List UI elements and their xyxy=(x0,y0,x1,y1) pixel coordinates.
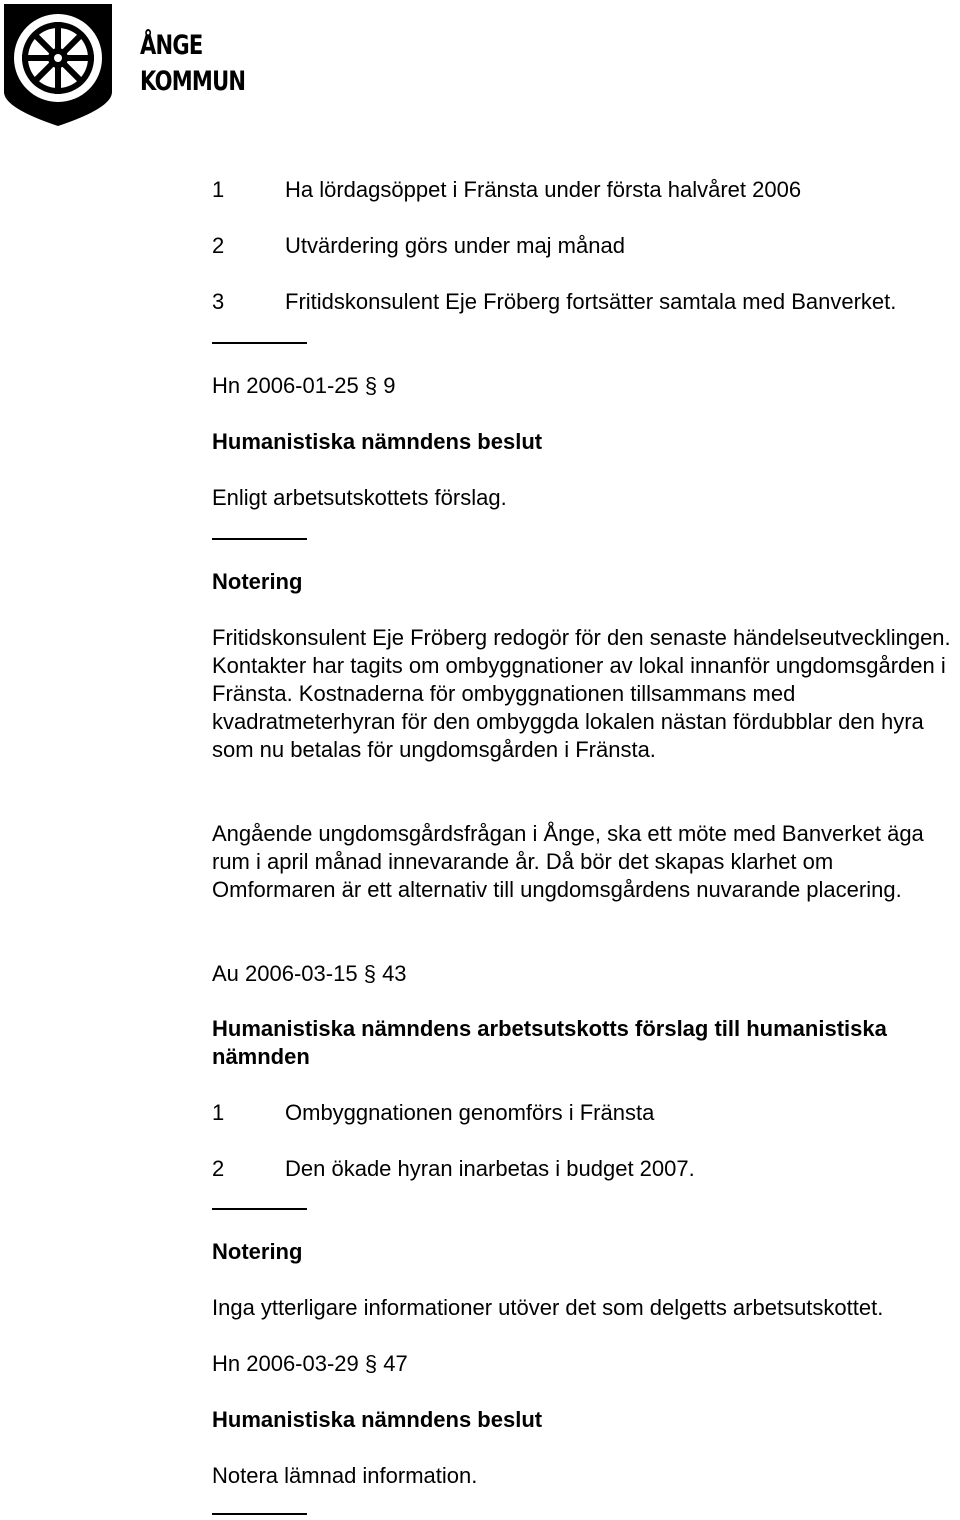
notering-heading: Notering xyxy=(212,1239,303,1264)
section-heading: Humanistiska nämndens arbetsutskotts förslag till humanistiska nämnden xyxy=(212,1016,887,1069)
section-heading: Humanistiska nämndens beslut xyxy=(212,429,543,454)
list-item xyxy=(212,288,896,316)
list-item xyxy=(212,1155,695,1183)
wheel-emblem-icon xyxy=(0,0,120,130)
list-number: 2 xyxy=(212,233,225,258)
reference-date: Hn 2006-03-29 xyxy=(212,1351,359,1376)
list-item xyxy=(212,232,625,260)
list-number: 1 xyxy=(212,177,225,202)
list-item xyxy=(212,176,801,204)
paragraph-reference xyxy=(212,372,396,400)
section-number: 43 xyxy=(382,961,407,986)
divider xyxy=(212,342,307,344)
list-text: Ha lördagsöppet i Fränsta under första halvåret 2006 xyxy=(285,177,802,202)
reference-date: Hn 2006-01-25 xyxy=(212,373,359,398)
list-number: 1 xyxy=(212,1100,225,1125)
list-text: Fritidskonsulent Eje Fröberg fortsätter samtala med Banverket. xyxy=(285,289,897,314)
logo-line-2: KOMMUN xyxy=(140,66,246,97)
list-text: Utvärdering görs under maj månad xyxy=(285,233,625,258)
kommun-name xyxy=(140,28,245,100)
list-text: Den ökade hyran inarbetas i budget 2007. xyxy=(285,1156,695,1181)
decision-text: Enligt arbetsutskottets förslag. xyxy=(212,485,507,510)
section-sign: § xyxy=(363,961,376,986)
section-number: 9 xyxy=(383,373,396,398)
list-text: Ombyggnationen genomförs i Fränsta xyxy=(285,1100,655,1125)
kommun-logo xyxy=(0,0,260,130)
notering-heading: Notering xyxy=(212,569,303,594)
decision-text: Notera lämnad information. xyxy=(212,1463,478,1488)
list-number: 3 xyxy=(212,289,225,314)
list-item xyxy=(212,1099,654,1127)
logo-line-1: ÅNGE xyxy=(140,30,203,61)
reference-date: Au 2006-03-15 xyxy=(212,961,358,986)
divider xyxy=(212,538,307,540)
notering-paragraph: Fritidskonsulent Eje Fröberg redogör för den senaste händelseutvecklingen. Kontakter har tagits om ombyggnationer av lokal innanför ungdomsgården i Fränsta. Kostnaderna för ombyggnationen tillsammans med kvadratmeterhyran för den ombyggda lokalen nästan fördubblar den hyra som nu betalas för ungdomsgården i Fränsta. xyxy=(212,625,951,762)
list-number: 2 xyxy=(212,1156,225,1181)
section-sign: § xyxy=(364,1351,378,1376)
section-heading: Humanistiska nämndens beslut xyxy=(212,1407,543,1432)
section-number: 47 xyxy=(383,1351,408,1376)
paragraph-reference xyxy=(212,960,407,988)
divider xyxy=(212,1513,307,1515)
divider xyxy=(212,1208,307,1210)
notering-paragraph: Angående ungdomsgårdsfrågan i Ånge, ska ett möte med Banverket äga rum i april månad innevarande år. Då bör det skapas klarhet om Omformaren är ett alternativ till ungdomsgårdens nuvarande placering. xyxy=(212,821,924,902)
paragraph-reference xyxy=(212,1350,408,1378)
section-sign: § xyxy=(364,373,378,398)
notering-text: Inga ytterligare informationer utöver det som delgetts arbetsutskottet. xyxy=(212,1295,884,1320)
